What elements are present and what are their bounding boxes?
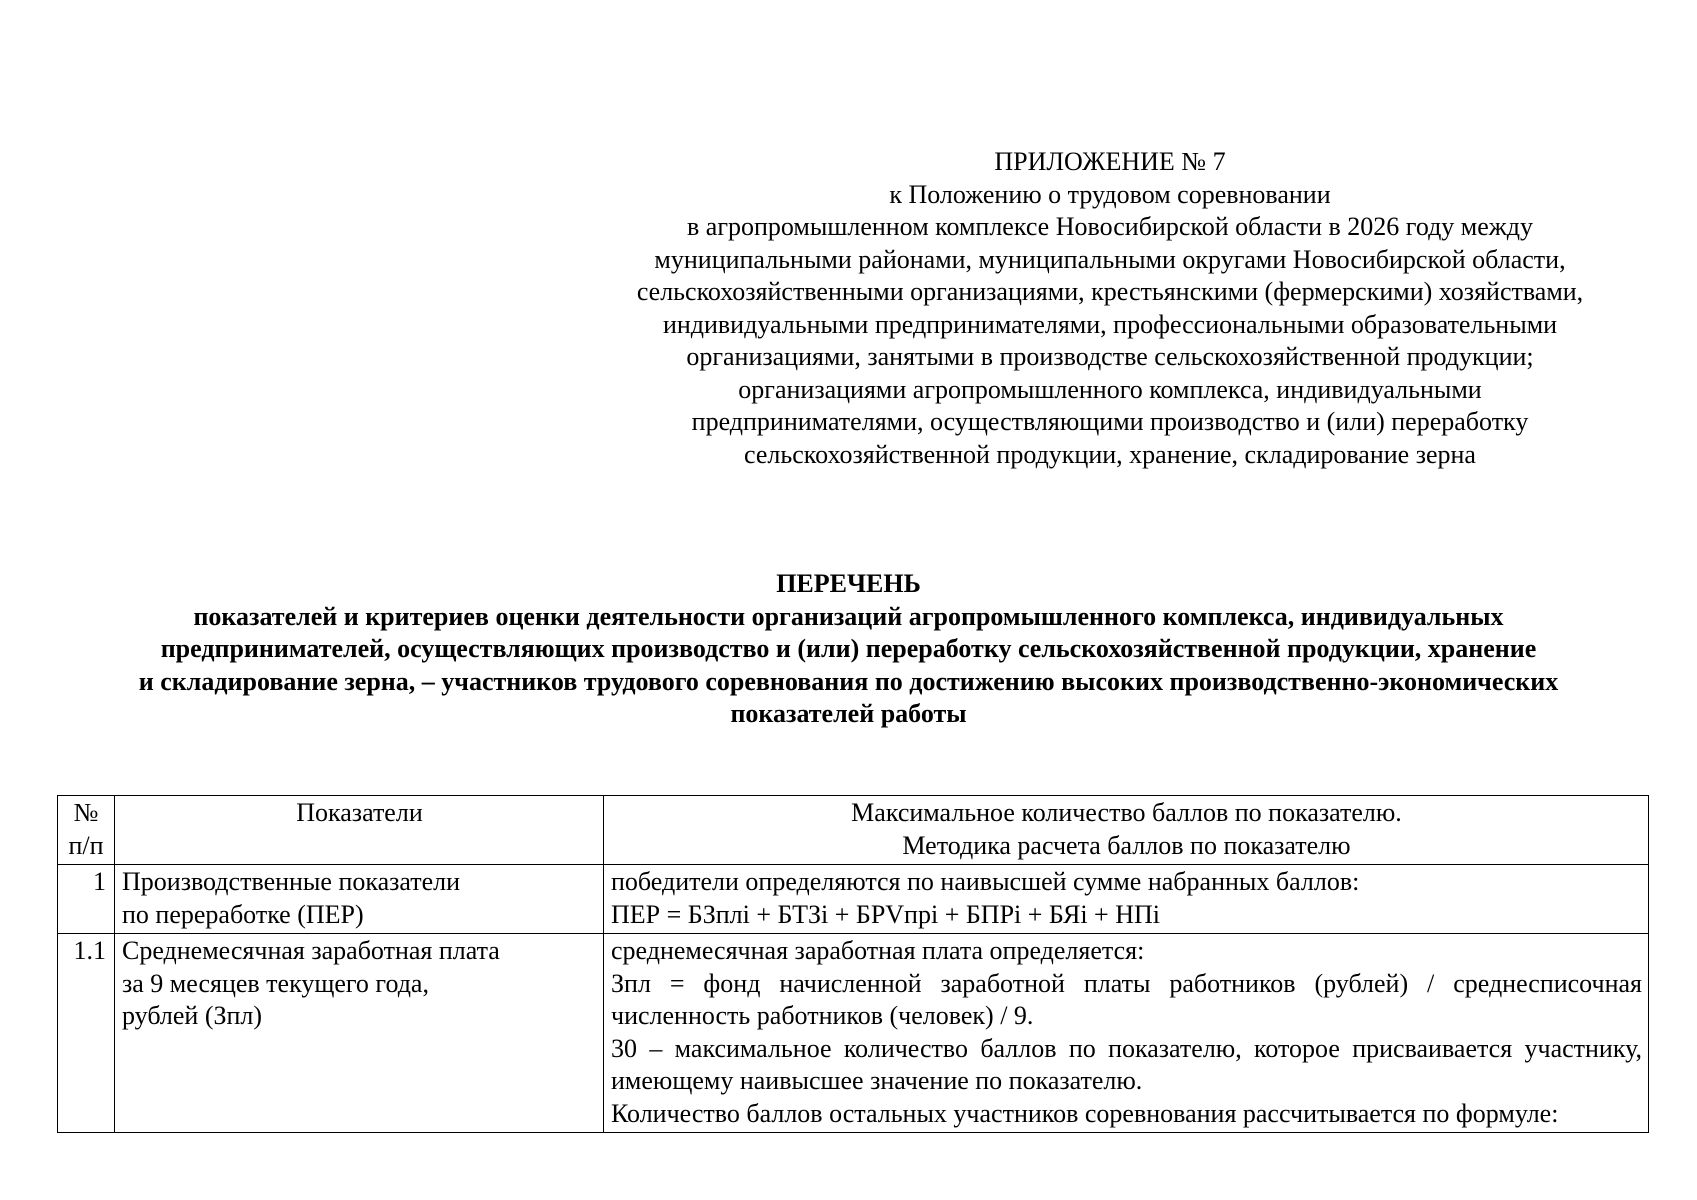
header-method-line: Максимальное количество баллов по показателю. [851,798,1402,827]
table-header-row [58,796,1649,865]
row-name-line: Среднемесячная заработная плата [122,936,500,965]
appendix-header [590,146,1630,471]
heading-line: предпринимателей, осуществляющих производство и (или) переработку сельскохозяйственной продукции, хранение [160,634,1537,663]
header-method-cell [604,796,1649,865]
document-heading [40,568,1657,731]
row-name-line: по переработке (ПЕР) [122,899,364,929]
row-name-line: за 9 месяцев текущего года, [122,968,429,998]
criteria-table [57,795,1649,1133]
appendix-line: предпринимателями, осуществляющими производство и (или) переработку [691,407,1529,436]
row-method-line: победители определяются по наивысшей сумме набранных баллов: [611,867,1360,896]
appendix-line: муниципальными районами, муниципальными округами Новосибирской области, [654,244,1566,274]
header-number-line: № [73,798,99,827]
appendix-line: к Положению о трудовом соревновании [889,179,1331,209]
row-number-cell: 1 [58,865,115,934]
header-number-cell [58,796,115,865]
header-indicators-cell: Показатели [115,796,604,865]
row-method-cell [604,865,1649,934]
table-row [58,934,1649,1133]
method-paragraph: 30 – максимальное количество баллов по показателю, которое присваивается участнику, имеющему наивысшее значение по показателю. [611,1033,1642,1095]
table-row [58,865,1649,934]
appendix-title: ПРИЛОЖЕНИЕ № 7 [994,147,1226,176]
row-name-cell [115,934,604,1133]
appendix-line: сельскохозяйственными организациями, крестьянскими (фермерскими) хозяйствами, [636,277,1584,306]
method-paragraph-formula: Зпл = фонд начисленной заработной платы работников (рублей) / среднесписочная численность работников (человек) / 9. [611,968,1642,1030]
heading-title: ПЕРЕЧЕНЬ [776,569,921,598]
appendix-line: индивидуальными предпринимателями, профессиональными образовательными [662,309,1558,339]
row-method-cell [604,934,1649,1133]
method-paragraph: Количество баллов остальных участников соревнования рассчитывается по формуле: [611,1098,1559,1128]
appendix-line: организациями, занятыми в производстве сельскохозяйственной продукции; [686,342,1534,371]
heading-line: показателей и критериев оценки деятельности организаций агропромышленного комплекса, индивидуальных [193,601,1504,631]
row-name-cell [115,865,604,934]
row-method-formula: ПЕР = БЗплi + БТЗi + БРVпрi + БПРi + БЯi + НПi [611,899,1160,929]
heading-line: показателей работы [730,699,967,728]
heading-line: и складирование зерна, – участников трудового соревнования по достижению высоких производственно-экономических [138,666,1559,696]
header-method-line: Методика расчета баллов по показателю [902,830,1351,860]
row-name-line: Производственные показатели [122,867,461,896]
appendix-line: в агропромышленном комплексе Новосибирской области в 2026 году между [687,212,1533,241]
appendix-line: сельскохозяйственной продукции, хранение, складирование зерна [744,439,1476,469]
method-paragraph: среднемесячная заработная плата определяется: [611,936,1145,965]
row-name-line: рублей (Зпл) [122,1001,263,1030]
header-number-line: п/п [68,830,104,860]
appendix-line: организациями агропромышленного комплекса, индивидуальными [738,374,1482,404]
row-number-cell: 1.1 [58,934,115,1133]
